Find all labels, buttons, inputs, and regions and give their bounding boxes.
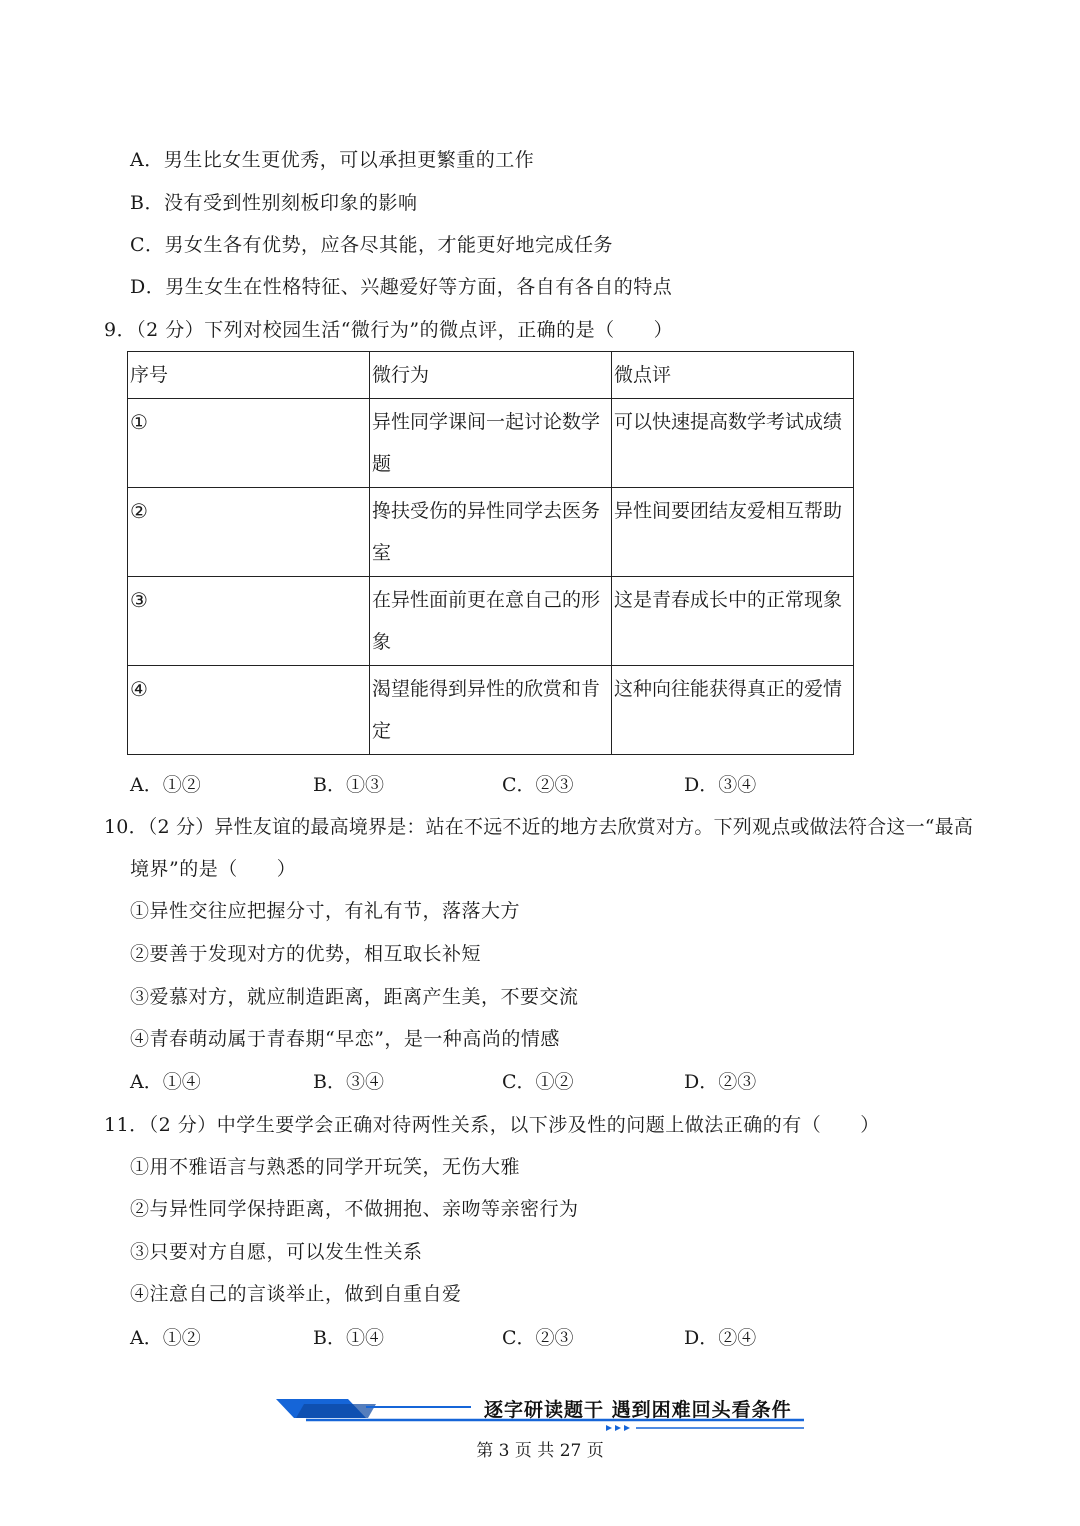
q9-row-comment: 这是青春成长中的正常现象 xyxy=(612,577,854,666)
q9-behavior-line2: 定 xyxy=(372,720,392,742)
q9-header-comment: 微点评 xyxy=(612,352,854,399)
q11-stem: 11．（2 分）中学生要学会正确对待两性关系，以下涉及性的问题上做法正确的有（ ） xyxy=(104,1114,880,1136)
q11-item-4: ④注意自己的言谈举止，做到自重自爱 xyxy=(130,1283,462,1305)
q10-item-4: ④青春萌动属于青春期“早恋”，是一种高尚的情感 xyxy=(130,1028,560,1050)
q9-choice-a: A．①② xyxy=(130,774,201,796)
q10-choice-b: B．③④ xyxy=(313,1071,384,1093)
q9-row-behavior xyxy=(370,666,612,755)
q10-item-2: ②要善于发现对方的优势，相互取长补短 xyxy=(130,943,482,965)
q8-option-c: C．男女生各有优势，应各尽其能，才能更好地完成任务 xyxy=(130,234,614,256)
q10-item-1: ①异性交往应把握分寸，有礼有节，落落大方 xyxy=(130,900,521,922)
q11-choice-a: A．①② xyxy=(130,1327,201,1349)
table-row xyxy=(128,488,854,577)
q8-option-b: B．没有受到性别刻板印象的影响 xyxy=(130,192,418,214)
q9-row-num: ④ xyxy=(128,666,370,755)
q9-row-num: ③ xyxy=(128,577,370,666)
q10-choice-d: D．②③ xyxy=(684,1071,757,1093)
table-row xyxy=(128,577,854,666)
q10-stem-line2: 境界”的是（ ） xyxy=(130,858,297,880)
q9-behavior-line2: 题 xyxy=(372,453,392,475)
q9-stem: 9．（2 分）下列对校园生活“微行为”的微点评，正确的是（ ） xyxy=(104,319,674,341)
q9-behavior-line2: 室 xyxy=(372,542,392,564)
q10-stem-line1: 10．（2 分）异性友谊的最高境界是：站在不远不近的地方去欣赏对方。下列观点或做法符合这一“最高 xyxy=(104,816,974,838)
footer-banner-text: 逐字研读题干 遇到困难回头看条件 xyxy=(484,1399,792,1421)
q9-row-behavior xyxy=(370,399,612,488)
q9-behavior-line1: 渴望能得到异性的欣赏和肯 xyxy=(372,678,601,700)
q10-choice-a: A．①④ xyxy=(130,1071,201,1093)
q11-choice-c: C．②③ xyxy=(502,1327,574,1349)
q9-behavior-line1: 在异性面前更在意自己的形 xyxy=(372,589,601,611)
q9-choice-b: B．①③ xyxy=(313,774,384,796)
q11-choice-d: D．②④ xyxy=(684,1327,757,1349)
q9-row-comment: 异性间要团结友爱相互帮助 xyxy=(612,488,854,577)
q9-choice-c: C．②③ xyxy=(502,774,574,796)
q8-option-d: D．男生女生在性格特征、兴趣爱好等方面，各自有各自的特点 xyxy=(130,276,673,298)
q9-behavior-line1: 异性同学课间一起讨论数学 xyxy=(372,411,601,433)
q11-item-3: ③只要对方自愿，可以发生性关系 xyxy=(130,1241,423,1263)
q10-choice-c: C．①② xyxy=(502,1071,574,1093)
table-row xyxy=(128,666,854,755)
q9-choice-d: D．③④ xyxy=(684,774,757,796)
q9-header-behavior: 微行为 xyxy=(370,352,612,399)
q9-row-behavior xyxy=(370,488,612,577)
q11-item-2: ②与异性同学保持距离，不做拥抱、亲吻等亲密行为 xyxy=(130,1198,579,1220)
q9-row-comment: 这种向往能获得真正的爱情 xyxy=(612,666,854,755)
q11-item-1: ①用不雅语言与熟悉的同学开玩笑，无伤大雅 xyxy=(130,1156,521,1178)
q10-item-3: ③爱慕对方，就应制造距离，距离产生美，不要交流 xyxy=(130,986,579,1008)
page-number: 第 3 页 共 27 页 xyxy=(476,1441,604,1461)
q9-row-behavior xyxy=(370,577,612,666)
q11-choice-b: B．①④ xyxy=(313,1327,384,1349)
q8-option-a: A．男生比女生更优秀，可以承担更繁重的工作 xyxy=(130,149,535,171)
q9-table-header-row xyxy=(128,352,854,399)
q9-table xyxy=(127,351,854,755)
q9-row-num: ① xyxy=(128,399,370,488)
q9-row-num: ② xyxy=(128,488,370,577)
q9-header-num: 序号 xyxy=(128,352,370,399)
q9-row-comment: 可以快速提高数学考试成绩 xyxy=(612,399,854,488)
q9-behavior-line2: 象 xyxy=(372,631,392,653)
table-row xyxy=(128,399,854,488)
q9-behavior-line1: 搀扶受伤的异性同学去医务 xyxy=(372,500,601,522)
